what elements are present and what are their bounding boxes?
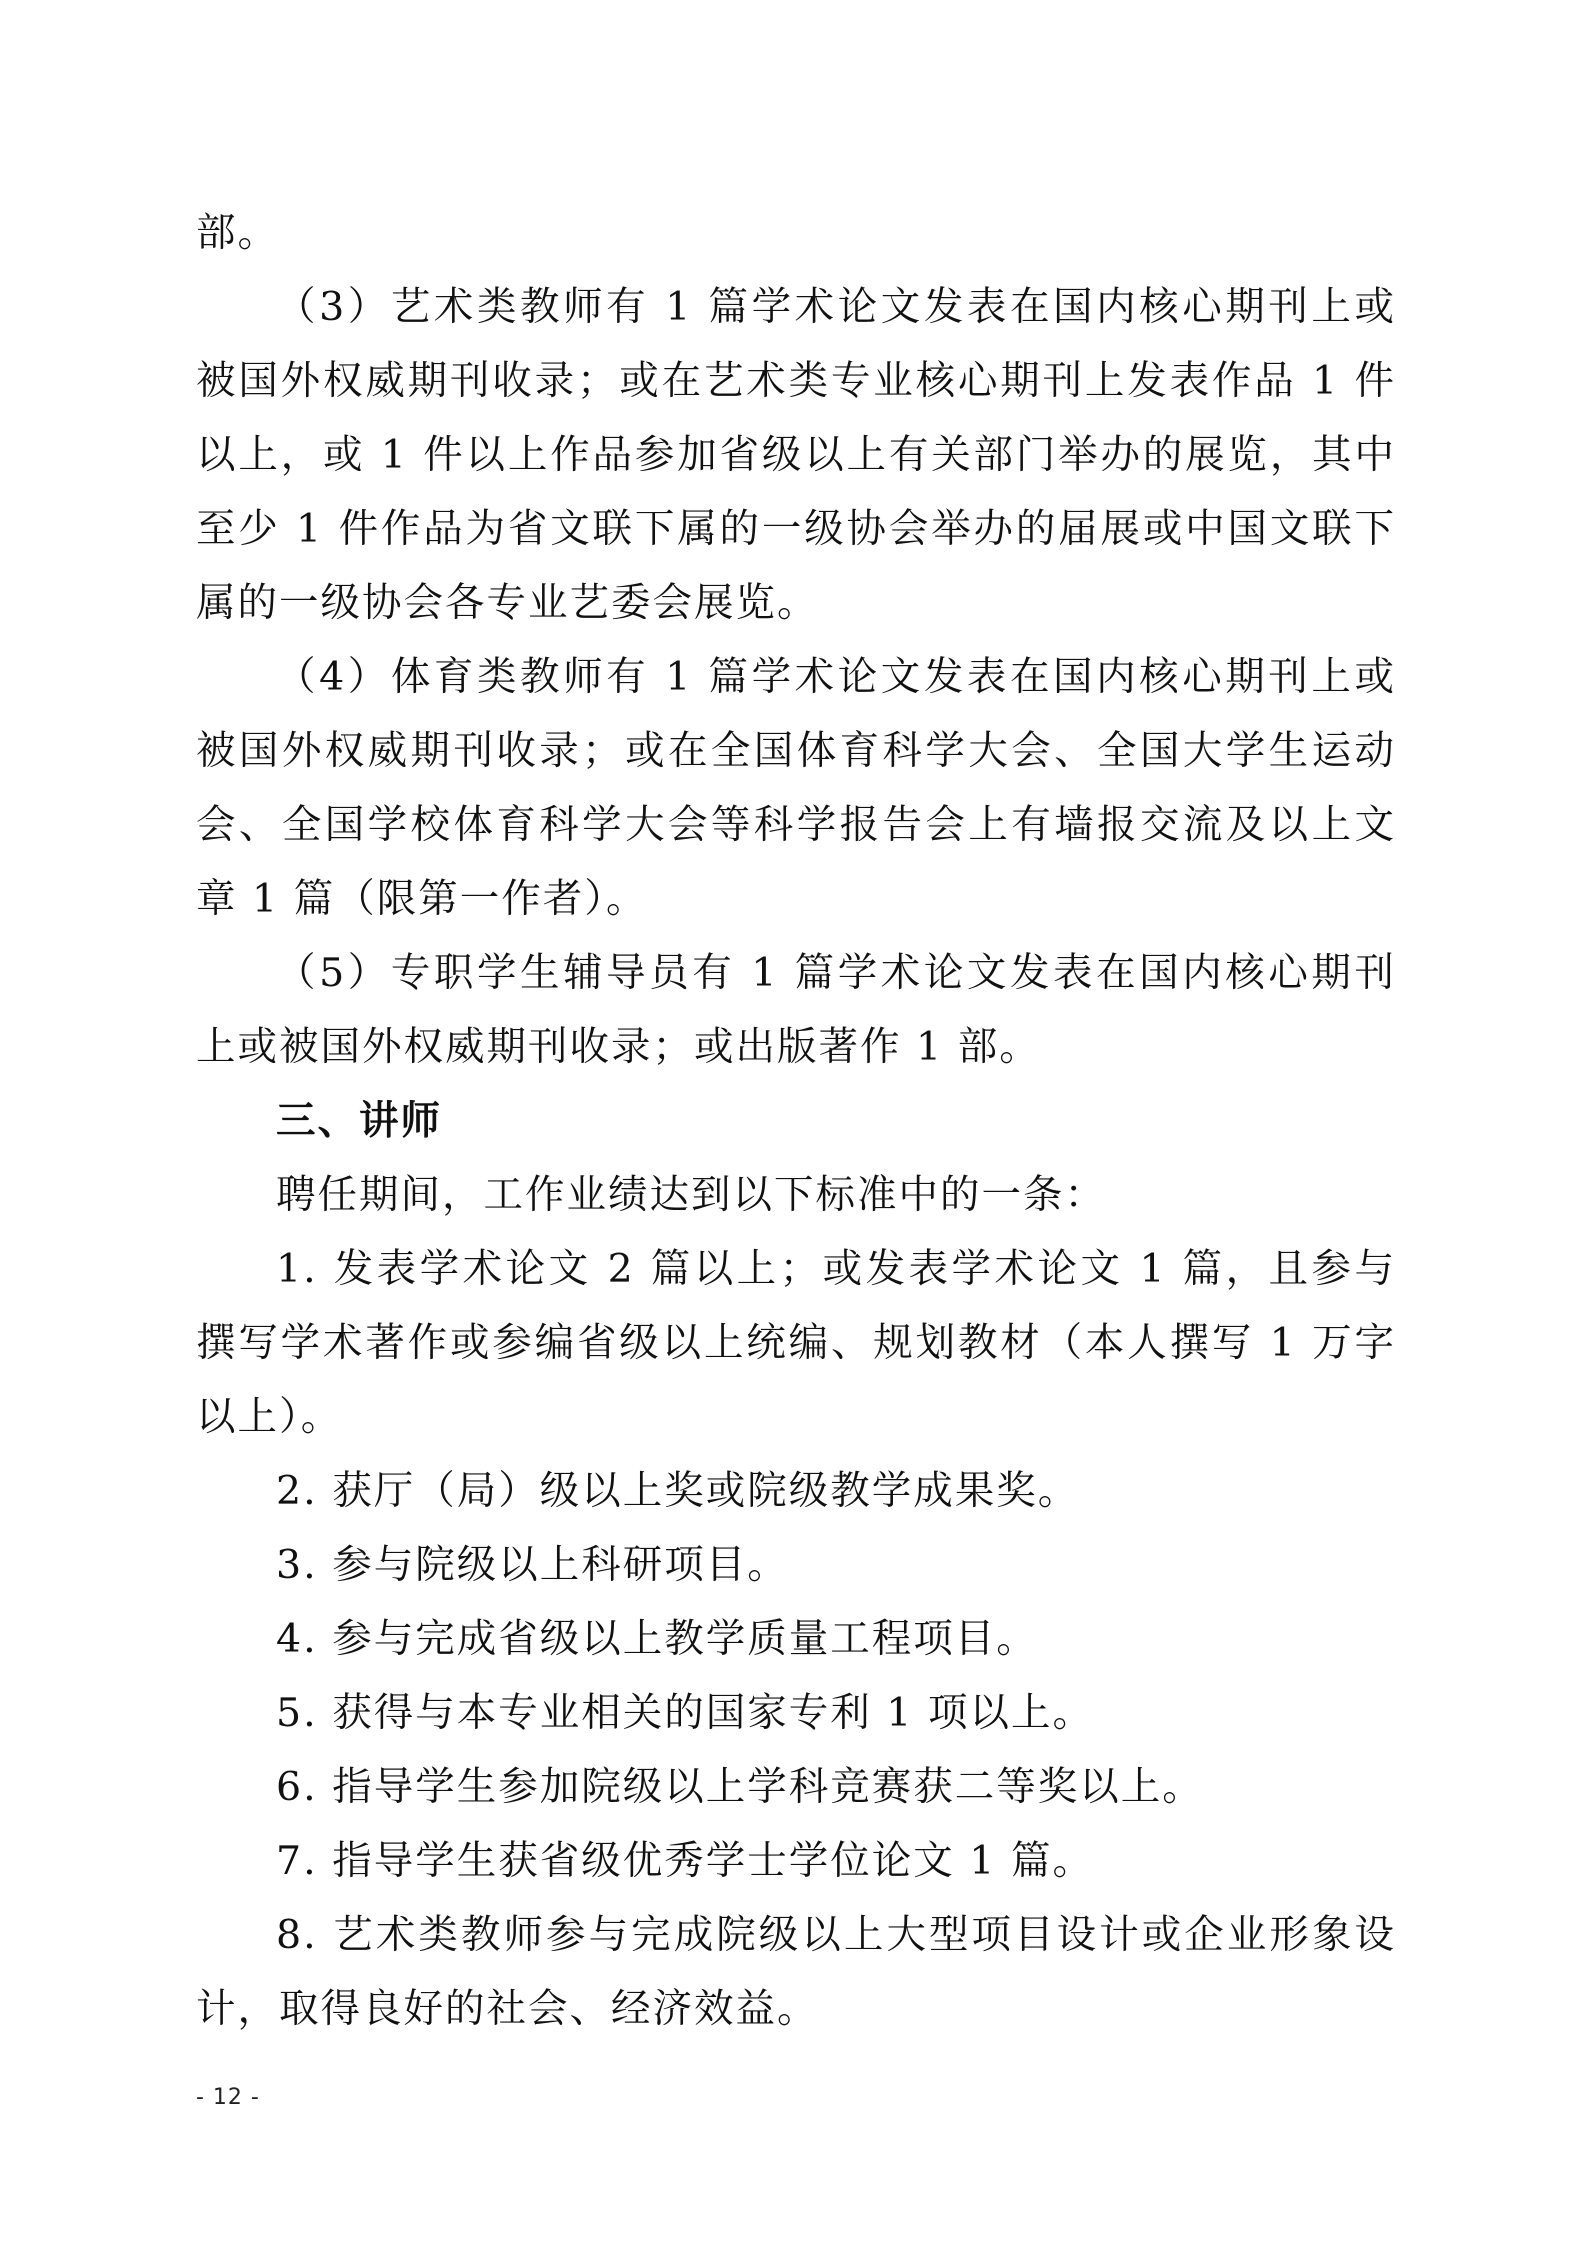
- list-item-2: 2. 获厅（局）级以上奖或院级教学成果奖。: [276, 1468, 1080, 1514]
- list-item-6: 6. 指导学生参加院级以上学科竞赛获二等奖以上。: [276, 1764, 1204, 1810]
- list-item-3: 3. 参与院级以上科研项目。: [276, 1542, 789, 1588]
- list-item-5: 5. 获得与本专业相关的国家专利 1 项以上。: [276, 1690, 1094, 1736]
- list-item-1: 1. 发表学术论文 2 篇以上；或发表学术论文 1 篇，且参与撰写学术著作或参编省级以上统编、规划教材（本人撰写 1 万字以上）。: [196, 1246, 1396, 1440]
- page-number: - 12 -: [196, 2085, 260, 2110]
- paragraph-sports-teachers: （4）体育类教师有 1 篇学术论文发表在国内核心期刊上或被国外权威期刊收录；或在全国体育科学大会、全国大学生运动会、全国学校体育科学大会等科学报告会上有墙报交流及以上文章 1 篇（限第一作者）。: [196, 654, 1396, 922]
- document-body: [196, 196, 1396, 2046]
- list-item-8: 8. 艺术类教师参与完成院级以上大型项目设计或企业形象设计，取得良好的社会、经济效益。: [196, 1912, 1396, 2032]
- section-heading-lecturer: 三、讲师: [276, 1098, 442, 1144]
- paragraph-lecturer-intro: 聘任期间，工作业绩达到以下标准中的一条：: [276, 1172, 1106, 1218]
- list-item-4: 4. 参与完成省级以上教学质量工程项目。: [276, 1616, 1038, 1662]
- paragraph-continuation: 部。: [196, 210, 279, 256]
- paragraph-art-teachers: （3）艺术类教师有 1 篇学术论文发表在国内核心期刊上或被国外权威期刊收录；或在艺术类专业核心期刊上发表作品 1 件以上，或 1 件以上作品参加省级以上有关部门举办的展览，其中至少 1 件作品为省文联下属的一级协会举办的届展或中国文联下属的一级协会各专业艺委会展览。: [196, 284, 1396, 626]
- paragraph-counselors: （5）专职学生辅导员有 1 篇学术论文发表在国内核心期刊上或被国外权威期刊收录；或出版著作 1 部。: [196, 950, 1396, 1070]
- list-item-7: 7. 指导学生获省级优秀学士学位论文 1 篇。: [276, 1838, 1094, 1884]
